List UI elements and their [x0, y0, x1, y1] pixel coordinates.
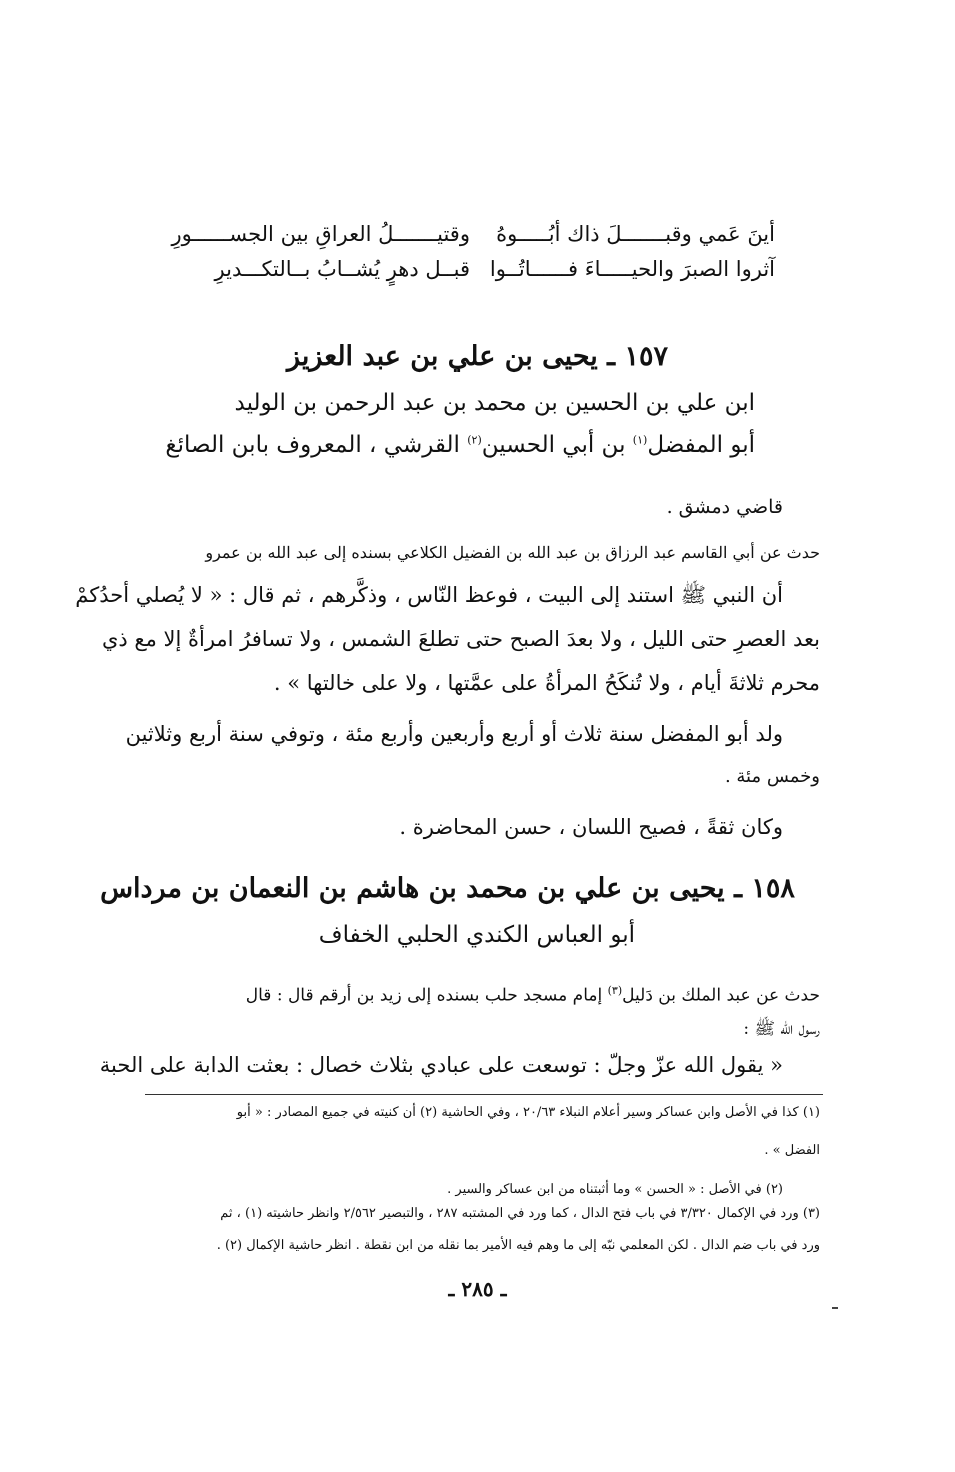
entry-158-isnad: رسول الله ﷺ : [743, 1019, 820, 1039]
poem-verse [215, 257, 775, 293]
footnote-ref[interactable]: (١) [632, 433, 648, 447]
entry-158-title: ١٥٨ ـ يحيى بن علي بن محمد بن هاشم بن النعمان بن مرداس [100, 873, 795, 904]
isnad-text: حدث عن عبد الملك بن دَليل [622, 985, 820, 1006]
footnote: (٢) في الأصل : « الحسن » وما أثبتناه من ابن عساكر والسير . [447, 1182, 783, 1197]
hadith-line: بعد العصرِ حتى الليل ، ولا بعدَ الصبح حتى تطلعَ الشمس ، ولا تسافرُ امرأةٌ إلا مع ذي [101, 627, 820, 651]
verse-second-hemistich: قبــل دهرٍ يُشــابُ بــالتكـــديرِ [214, 257, 470, 281]
character-text: وكان ثقةً ، فصيح اللسان ، حسن المحاضرة . [399, 815, 783, 839]
verse-first-hemistich: آثروا الصبرَ والحيـــــاءَ فــــــاتُــوا [489, 257, 775, 281]
footnote: الفضل » . [764, 1143, 820, 1158]
footnote-ref[interactable]: (٣) [607, 984, 623, 997]
scan-mark [832, 1307, 838, 1309]
hadith-line: محرم ثلاثةَ أيام ، ولا تُنكَحُ المرأةُ على عمَّتها ، ولا على خالتها » . [273, 671, 820, 695]
verse-first-hemistich: أينَ عَمي وقبـــــــلَ ذاك أبُـــــوهُ [496, 222, 775, 246]
birth-death-text: وخمس مئة . [724, 766, 820, 787]
entry-158-lineage: أبو العباس الكندي الحلبي الخفاف [318, 922, 635, 948]
entry-157-office: قاضي دمشق . [666, 496, 783, 518]
hadith-line: أن النبي ﷺ استند إلى البيت ، فوعظ النّاس ، وذكَّرهم ، ثم قال : « لا يُصلي أحدُكمْ [75, 583, 783, 607]
kunya-text: بن أبي الحسين [481, 432, 633, 458]
kunya-text: أبو المفضل [647, 432, 755, 458]
footnote: ورد في باب ضم الدال . لكن المعلمي نبّه إلى ما وهم فيه الأمير بما نقله من ابن نقطة . انظر حاشية الإكمال (٢) . [216, 1238, 820, 1253]
hadith-line: « يقول الله عزّ وجلّ : توسعت على عبادي بثلاث خصال : بعثت الدابة على الحبة [99, 1053, 783, 1077]
footnote: (٣) ورد في الإكمال ٣/٣٢٠ في باب فتح الدال ، كما ورد في المشتبه ٢٨٧ ، والتبصير ٢/٥٦٢ وانظر حاشيته (١) ، ثم [220, 1206, 820, 1221]
birth-death-text: ولد أبو المفضل سنة ثلاث أو أربع وأربعين وأربع مئة ، وتوفي سنة أربع وثلاثين [125, 722, 783, 746]
footnote-divider [145, 1094, 823, 1095]
poem-verse [171, 222, 775, 258]
entry-157-isnad: حدث عن أبي القاسم عبد الرزاق بن عبد الله بن الفضيل الكلاعي بسنده إلى عبد الله بن عمرو [205, 543, 820, 562]
verse-second-hemistich: وقتيـــــــلُ العراقِ بين الجســــــورِ [171, 222, 470, 246]
entry-157-title: ١٥٧ ـ يحيى بن علي بن عبد العزيز [286, 341, 668, 372]
footnote: (١) كذا في الأصل وابن عساكر وسير أعلام النبلاء ٢٠/٦٣ ، وفي الحاشية (٢) أن كنيته في جميع المصادر : « أبو [236, 1105, 820, 1120]
kunya-text: القرشي ، المعروف بابن الصائغ [165, 432, 468, 458]
footnote-ref[interactable]: (٢) [467, 433, 482, 447]
entry-157-lineage: ابن علي بن الحسين بن محمد بن عبد الرحمن بن الوليد [234, 390, 755, 416]
entry-157-lineage-kunya [165, 432, 755, 458]
page-number: ـ ٢٨٥ ـ [448, 1277, 507, 1301]
isnad-text: إمام مسجد حلب بسنده إلى زيد بن أرقم قال : قال [245, 985, 608, 1006]
entry-158-isnad [246, 984, 820, 1006]
